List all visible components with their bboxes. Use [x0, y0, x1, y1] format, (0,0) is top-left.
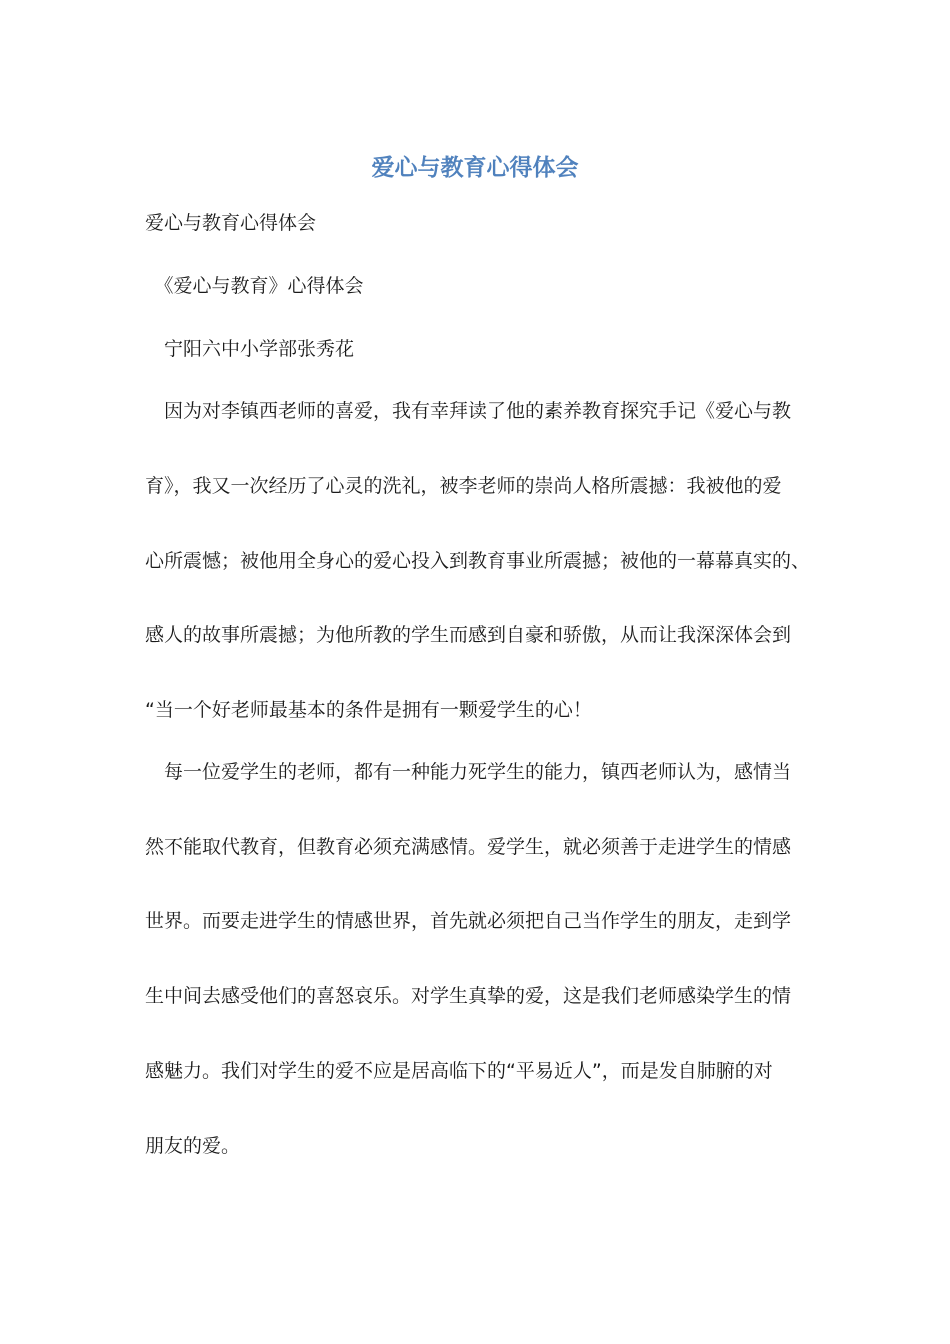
- paragraph-line-12: 生中间去感受他们的喜怒哀乐。对学生真挚的爱，这是我们老师感染学生的情: [145, 985, 792, 1007]
- paragraph-line-11: 世界。而要走进学生的情感世界，首先就必须把自己当作学生的朋友，走到学: [145, 910, 792, 932]
- paragraph-line-13: 感魅力。我们对学生的爱不应是居高临下的“平易近人”，而是发自肺腑的对: [145, 1060, 773, 1082]
- paragraph-line-2: 《爱心与教育》心得体会: [145, 275, 364, 297]
- paragraph-line-10: 然不能取代教育，但教育必须充满感情。爱学生，就必须善于走进学生的情感: [145, 836, 792, 858]
- paragraph-line-7: 感人的故事所震撼；为他所教的学生而感到自豪和骄傲，从而让我深深体会到: [145, 624, 792, 646]
- paragraph-line-6: 心所震憾；被他用全身心的爱心投入到教育事业所震撼；被他的一幕幕真实的、: [145, 550, 811, 572]
- paragraph-line-4: 因为对李镇西老师的喜爱，我有幸拜读了他的素养教育探究手记《爱心与教: [145, 400, 792, 422]
- paragraph-line-1: 爱心与教育心得体会: [145, 212, 317, 234]
- document-title: 爱心与教育心得体会: [371, 155, 579, 181]
- paragraph-line-8: “当一个好老师最基本的条件是拥有一颗爱学生的心！: [145, 699, 592, 721]
- paragraph-line-14: 朋友的爱。: [145, 1135, 241, 1157]
- paragraph-line-3: 宁阳六中小学部张秀花: [145, 338, 355, 360]
- paragraph-line-5: 育》，我又一次经历了心灵的洗礼，被李老师的崇尚人格所震撼：我被他的爱: [145, 475, 782, 497]
- paragraph-line-9: 每一位爱学生的老师，都有一种能力死学生的能力，镇西老师认为，感情当: [145, 761, 792, 783]
